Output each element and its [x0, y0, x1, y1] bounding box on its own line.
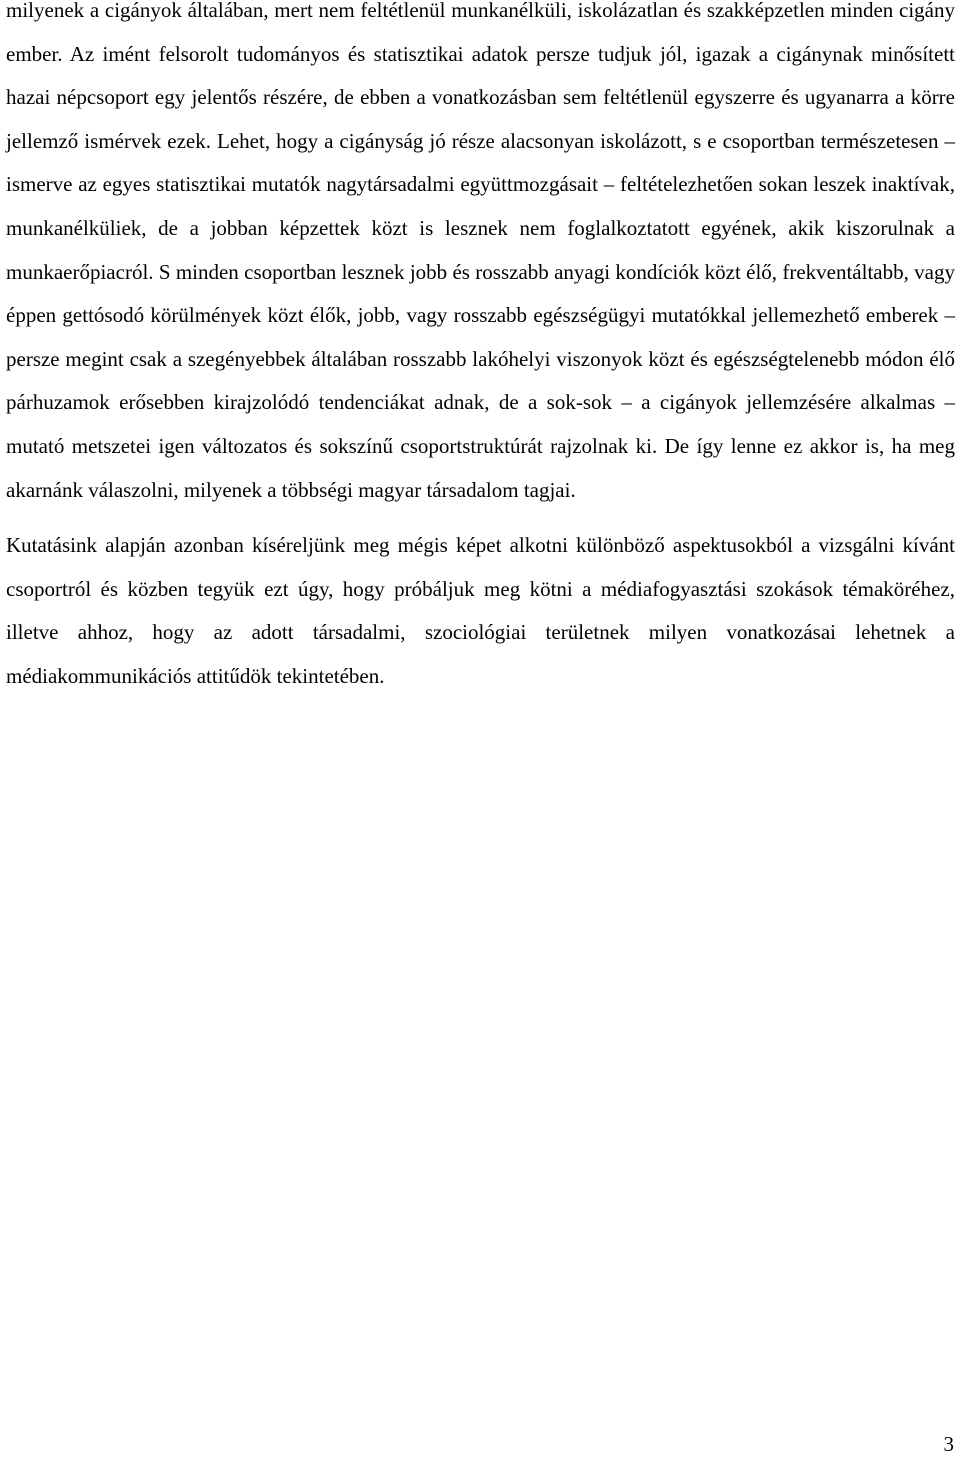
body-paragraph-2: Kutatásink alapján azonban kíséreljünk meg mégis képet alkotni különböző aspektusokból a vizsgálni kívánt csoportról és közben tegyük ezt úgy, hogy próbáljuk meg kötni a médiafogyasztási szokások témaköréhez, illetve ahhoz, hogy az adott társadalmi, szociológiai területnek milyen vonatkozásai lehetnek a médiakommunikációs attitűdök tekintetében. [6, 533, 955, 688]
body-paragraph-1: milyenek a cigányok általában, mert nem feltétlenül munkanélküli, iskolázatlan és szakképzetlen minden cigány ember. Az imént felsorolt tudományos és statisztikai adatok persze tudjuk jól, igazak a cigánynak minősített hazai népcsoport egy jelentős részére, de ebben a vonatkozásban sem feltétlenül egyszerre és ugyanarra a körre jellemző ismérvek ezek. Lehet, hogy a cigányság jó része alacsonyan iskolázott, s e csoportban természetesen – ismerve az egyes statisztikai mutatók nagytársadalmi együttmozgásait – feltételezhetően sokan leszek inaktívak, munkanélküliek, de a jobban képzettek közt is lesznek nem foglalkoztatott egyének, akik kiszorulnak a munkaerőpiacról. S minden csoportban lesznek jobb és rosszabb anyagi kondíciók közt élő, frekventáltabb, vagy éppen gettósodó körülmények közt élők, jobb, vagy rosszabb egészségügyi mutatókkal jellemezhető emberek – persze megint csak a szegényebbek általában rosszabb lakóhelyi viszonyok közt és egészségtelenebb módon élő párhuzamok erősebben kirajzolódó tendenciákat adnak, de a sok-sok – a cigányok jellemzésére alkalmas – mutató metszetei igen változatos és sokszínű csoportstruktúrát rajzolnak ki. De így lenne ez akkor is, ha meg akarnánk válaszolni, milyenek a többségi magyar társadalom tagjai. [6, 0, 955, 502]
document-page [6, 0, 955, 699]
page-number: 3 [943, 1432, 954, 1456]
